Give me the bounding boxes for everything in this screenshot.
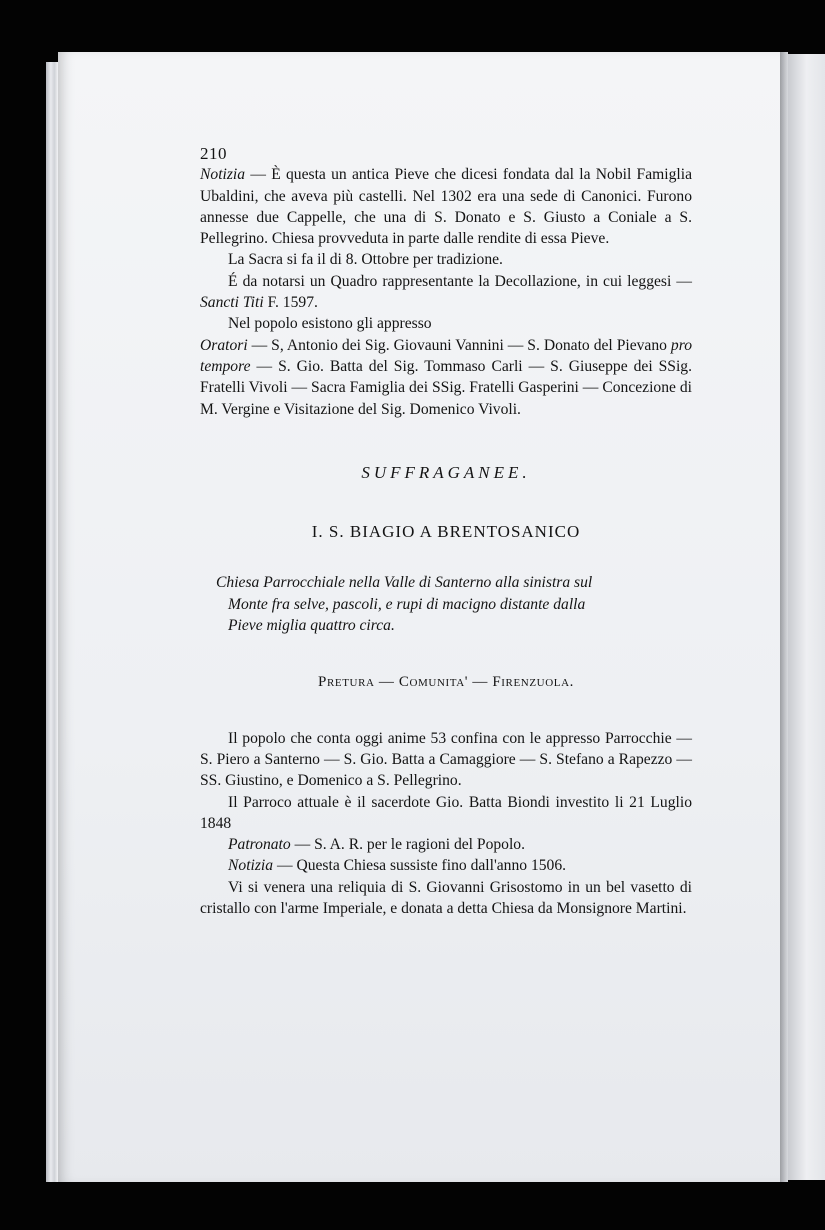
section-title: SUFFRAGANEE.: [361, 462, 531, 482]
lead-notizia: Notizia: [200, 166, 246, 184]
paragraph-patronato: [200, 834, 692, 855]
paragraph-text: — S, Antonio dei Sig. Giovauni Vannini — S. Donato del Pievano: [247, 336, 671, 354]
paragraph-confini: [200, 728, 692, 792]
church-description: [200, 572, 692, 636]
pro-tempore: pro tempore: [200, 336, 692, 375]
inscription: Sancti Titi: [200, 294, 264, 312]
paragraph-sacra: [200, 249, 692, 270]
paragraph-popolo: [200, 313, 692, 334]
page-stack-edge: [46, 62, 58, 1182]
paragraph-notizia: [200, 164, 692, 249]
church-body: [200, 728, 692, 920]
paragraph-text: — S. A. R. per le ragioni del Popolo.: [290, 836, 525, 854]
paragraph-text: — È questa un antica Pieve che dicesi fondata dal la Nobil Famiglia Ubaldini, che aveva più castelli. Nel 1302 era una sede di Canonici. Furono annesse due Cappelle, che una di S. Donato e S. Giusto a Coniale a S. Pellegrino. Chiesa provveduta in parte dalle rendite di essa Pieve.: [200, 166, 692, 248]
lead-patronato: Patronato: [228, 836, 291, 854]
facing-page-edge: [788, 54, 825, 1180]
paragraph-text: Vi si venera una reliquia di S. Giovanni Grisostomo in un bel vasetto di cristallo con l'arme Imperiale, e donata a detta Chiesa da Monsignore Martini.: [200, 878, 692, 918]
description-line: Pieve miglia quattro circa.: [228, 617, 395, 635]
paragraph-quadro: [200, 271, 692, 314]
paragraph-notizia-2: [200, 855, 692, 876]
lead-oratori: Oratori: [200, 336, 248, 354]
page-number: 210: [200, 144, 227, 163]
paragraph-text: É da notarsi un Quadro rappresentante la Decollazione, in cui leggesi —: [228, 272, 692, 290]
church-title: I. S. BIAGIO A BRENTOSANICO: [311, 522, 581, 542]
paragraph-parroco: [200, 792, 692, 835]
paragraph-text: F. 1597.: [263, 294, 318, 312]
paragraph-text: Il Parroco attuale è il sacerdote Gio. Batta Biondi investito li 21 Luglio 1848: [200, 793, 692, 832]
paragraph-text: Il popolo che conta oggi anime 53 confina con le appresso Parrocchie — S. Piero a Santerno — S. Gio. Batta a Camaggiore — S. Stefano a Rapezzo — SS. Giustino, e Domenico a S. Pellegrino.: [200, 729, 692, 790]
paragraph-oratori: [200, 335, 692, 420]
page-text: [200, 143, 692, 919]
paragraph-reliquia: [200, 877, 692, 920]
paragraph-text: La Sacra si fa il di 8. Ottobre per tradizione.: [228, 251, 503, 269]
jurisdiction-line: Pretura — Comunita' — Firenzuola.: [318, 674, 574, 691]
book-gutter: [780, 52, 788, 1182]
paragraph-text: — S. Gio. Batta del Sig. Tommaso Carli — S. Giuseppe dei SSig. Fratelli Vivoli — Sacra Famiglia dei SSig. Fratelli Gasperini — Concezione di M. Vergine e Visitazione del Sig. Domenico Vivoli.: [200, 357, 692, 418]
paragraph-text: — Questa Chiesa sussiste fino dall'anno 1506.: [273, 857, 567, 875]
lead-notizia: Notizia: [228, 857, 274, 875]
description-line: Chiesa Parrocchiale nella Valle di Santerno alla sinistra sul: [216, 574, 593, 592]
description-line: Monte fra selve, pascoli, e rupi di macigno distante dalla: [228, 595, 586, 613]
paragraph-text: Nel popolo esistono gli appresso: [228, 315, 432, 333]
